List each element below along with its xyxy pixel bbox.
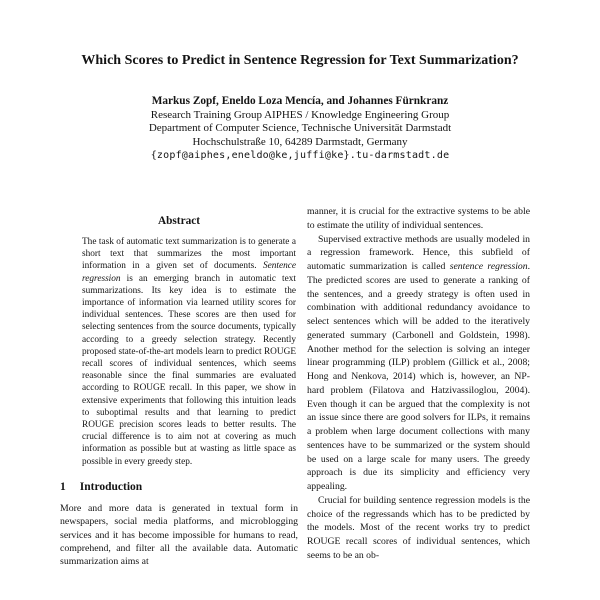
- affiliation-line-1: Research Training Group AIPHES / Knowledge Engineering Group: [150, 108, 450, 121]
- paragraph-2-italic-term: sentence regression: [449, 261, 528, 272]
- author-emails: {zopf@aiphes,eneldo@ke,juffi@ke}.tu-darmstadt.de: [150, 150, 450, 162]
- abstract-text-part1: The task of automatic text summarization is to generate a short text that summarizes the most important information in a given set of documents.: [82, 237, 296, 272]
- affiliation-line-2: Department of Computer Science, Technische Universität Darmstadt: [148, 122, 452, 135]
- right-column-paragraph-2: [307, 233, 530, 494]
- section-title: Introduction: [79, 480, 143, 493]
- paper-authors: Markus Zopf, Eneldo Loza Mencía, and Johannes Fürnkranz: [151, 95, 449, 107]
- right-column: [307, 205, 530, 563]
- introduction-paragraph: More and more data is generated in textual form in newspapers, social media platforms, and microblogging services and it has become impossible for humans to read, comprehend, and filter all the available data. Automatic summarization aims at: [60, 502, 298, 568]
- right-column-paragraph-3: Crucial for building sentence regression models is the choice of the regressands which has to be predicted by the models. Most of the recent works try to predict ROUGE recall scores of individual sentences, which seems to be an ob-: [307, 494, 530, 561]
- abstract-text-part2: is an emerging branch in automatic text summarizations. Its key idea is to estimate the importance of information via learned utility scores for individual sentences. These scores are then used for selecting sentences from the source documents, typically according to a greedy selection strategy. Recently proposed state-of-the-art models learn to predict ROUGE recall scores of individual sentences, which seems reasonable since the final summaries are evaluated according to ROUGE recall. In this paper, we show in extensive experiments that following this intuition leads to suboptimal results and that learning to predict ROUGE precision scores leads to better results. The crucial difference is to aim not at covering as much information as possible but at wasting as little space as possible in every greedy step.: [82, 273, 296, 467]
- abstract-text: [82, 236, 296, 468]
- paper-header: [0, 52, 600, 161]
- paragraph-2-part2: . The predicted scores are used to generate a ranking of the sentences, and a greedy strategy is often used in combination with additional redundancy avoidance to select sentences which will be added to the iteratively generated summary (Carbonell and Goldstein, 1998). Another method for the selection is solving an integer linear programming (ILP) problem (Gillick et al., 2008; Hong and Nenkova, 2014) which is, however, an NP-hard problem (Filatova and Hatzivassiloglou, 2004). Even though it can be argued that the complexity is not an issue since there are good solvers for ILPs, it remains a problem when large document collections with many sentences have to be summarized or the system should be used on a large scale for many users. The greedy approach is due its simplicity and efficiency very appealing.: [307, 261, 531, 492]
- abstract-italic-term: Sentence regression: [82, 261, 296, 284]
- paragraph-2-part1: Supervised extractive methods are usually modeled in a regression framework. Hence, this subfield of automatic summarization is called: [307, 233, 530, 272]
- section-number: 1: [60, 480, 66, 493]
- affiliation-line-3: Hochschulstraße 10, 64289 Darmstadt, Germany: [192, 135, 408, 148]
- right-column-paragraph-1: manner, it is crucial for the extractive systems to be able to estimate the utility of individual sentences.: [307, 206, 530, 231]
- paper-title: Which Scores to Predict in Sentence Regression for Text Summarization?: [81, 53, 519, 68]
- abstract-heading: Abstract: [157, 215, 201, 227]
- section-heading-introduction: [60, 481, 298, 493]
- left-column: [60, 207, 298, 569]
